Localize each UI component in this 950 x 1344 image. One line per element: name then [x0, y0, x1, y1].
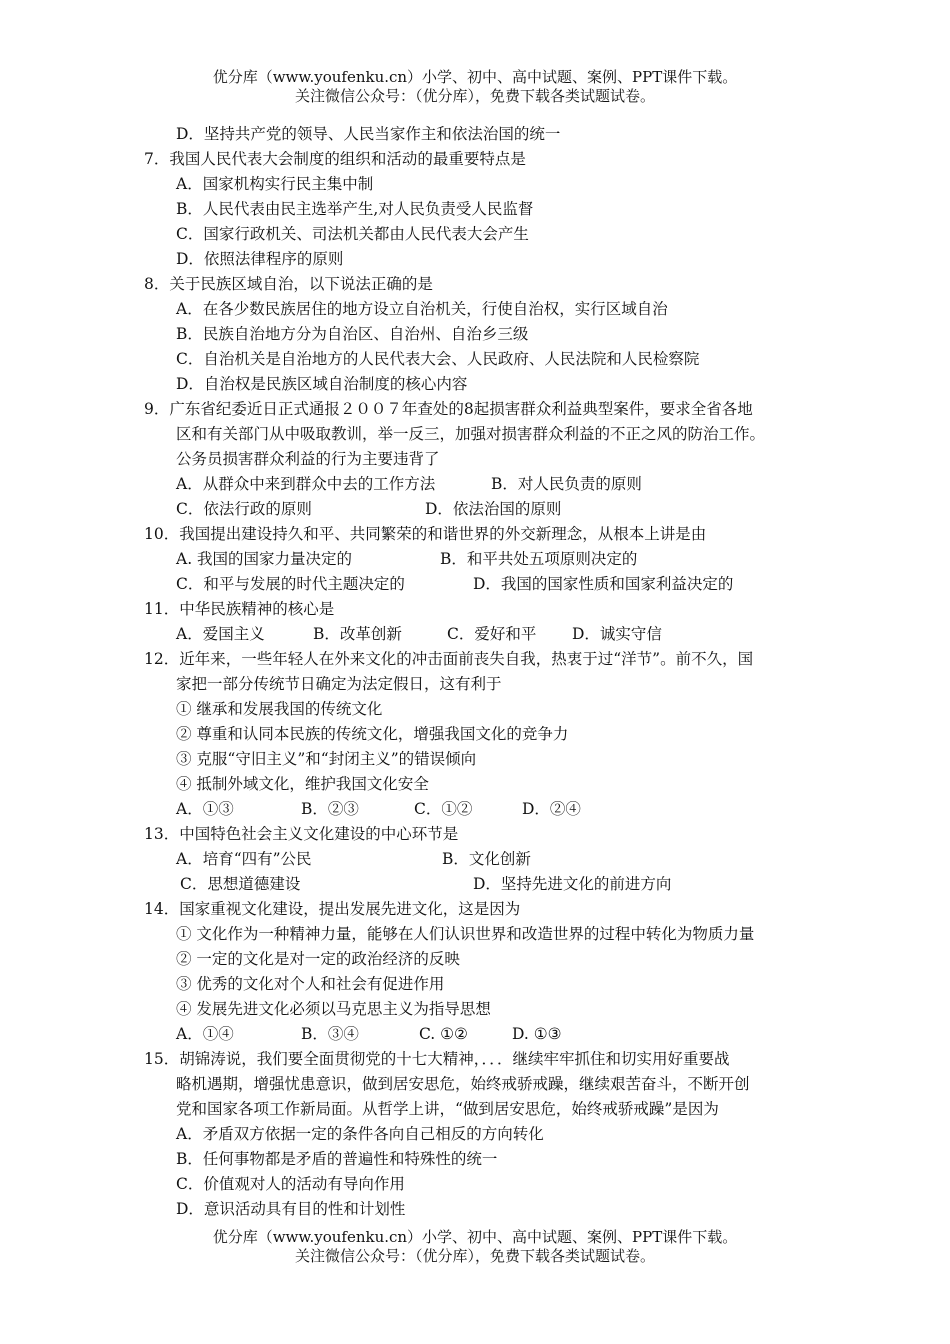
q8-stem: 8．关于民族区域自治，以下说法正确的是 [144, 275, 433, 293]
q12-option-d: D．②④ [522, 800, 581, 818]
q11-option-c: C．爱好和平 [447, 625, 537, 643]
header-line-1: 优分库（www.youfenku.cn）小学、初中、高中试题、案例、PPT课件下载。 [212, 68, 738, 86]
q10-option-c: C．和平与发展的时代主题决定的 [176, 575, 405, 593]
q13-stem: 13．中国特色社会主义文化建设的中心环节是 [144, 825, 459, 843]
q10-option-a: A. 我国的国家力量决定的 [176, 550, 353, 568]
q14-statement-3: ③ 优秀的文化对个人和社会有促进作用 [176, 975, 445, 993]
q13-option-d: D．坚持先进文化的前进方向 [473, 875, 672, 893]
q15-stem-line-2: 略机遇期，增强忧患意识，做到居安思危，始终戒骄戒躁，继续艰苦奋斗，不断开创 [176, 1075, 750, 1093]
q7-option-d: D．依照法律程序的原则 [176, 250, 344, 268]
q14-option-a: A．①④ [176, 1025, 234, 1043]
footer-line-1: 优分库（www.youfenku.cn）小学、初中、高中试题、案例、PPT课件下载。 [212, 1228, 738, 1246]
page-header [0, 68, 950, 106]
q8-option-c: C．自治机关是自治地方的人民代表大会、人民政府、人民法院和人民检察院 [176, 350, 700, 368]
q15-option-d: D．意识活动具有目的性和计划性 [176, 1200, 406, 1218]
q15-option-b: B．任何事物都是矛盾的普遍性和特殊性的统一 [176, 1150, 498, 1168]
q7-option-a: A．国家机构实行民主集中制 [176, 175, 374, 193]
q8-option-d: D．自治权是民族区域自治制度的核心内容 [176, 375, 468, 393]
q12-option-a: A．①③ [176, 800, 234, 818]
q9-option-c: C．依法行政的原则 [176, 500, 312, 518]
q10-option-d: D．我国的国家性质和国家利益决定的 [473, 575, 734, 593]
q12-statement-4: ④ 抵制外域文化，维护我国文化安全 [176, 775, 429, 793]
q7-option-b: B．人民代表由民主选举产生,对人民负责受人民监督 [176, 200, 534, 218]
q12-statement-2: ② 尊重和认同本民族的传统文化，增强我国文化的竞争力 [176, 725, 569, 743]
q14-option-d: D. ①③ [512, 1025, 562, 1043]
q10-option-b: B．和平共处五项原则决定的 [440, 550, 638, 568]
q15-stem-line-3: 党和国家各项工作新局面。从哲学上讲，“做到居安思危，始终戒骄戒躁”是因为 [176, 1100, 719, 1118]
footer-line-2: 关注微信公众号：（优分库），免费下载各类试题试卷。 [294, 1247, 655, 1265]
q13-option-c: C．思想道德建设 [180, 875, 301, 893]
header-line-2: 关注微信公众号：（优分库），免费下载各类试题试卷。 [294, 87, 655, 105]
q11-option-d: D．诚实守信 [572, 625, 662, 643]
q8-option-b: B．民族自治地方分为自治区、自治州、自治乡三级 [176, 325, 529, 343]
q12-stem-line-2: 家把一部分传统节日确定为法定假日，这有利于 [176, 675, 502, 693]
q7-option-c: C．国家行政机关、司法机关都由人民代表大会产生 [176, 225, 529, 243]
q15-stem-line-1: 15．胡锦涛说，我们要全面贯彻党的十七大精神，．．．继续牢牢抓住和切实用好重要战 [144, 1050, 730, 1068]
q13-option-b: B．文化创新 [442, 850, 531, 868]
q11-option-a: A．爱国主义 [176, 625, 265, 643]
q6-option-d: D．坚持共产党的领导、人民当家作主和依法治国的统一 [176, 125, 561, 143]
q15-option-a: A．矛盾双方依据一定的条件各向自己相反的方向转化 [176, 1125, 544, 1143]
q14-stem: 14．国家重视文化建设，提出发展先进文化，这是因为 [144, 900, 521, 918]
q12-option-c: C．①② [414, 800, 473, 818]
q8-option-a: A．在各少数民族居住的地方设立自治机关，行使自治权，实行区域自治 [176, 300, 668, 318]
q14-option-c: C. ①② [419, 1025, 468, 1043]
q14-option-b: B．③④ [301, 1025, 359, 1043]
q12-option-b: B．②③ [301, 800, 359, 818]
q11-stem: 11．中华民族精神的核心是 [144, 600, 335, 618]
q12-statement-3: ③ 克服“守旧主义”和“封闭主义”的错误倾向 [176, 750, 477, 768]
q11-option-b: B．改革创新 [313, 625, 402, 643]
q14-statement-4: ④ 发展先进文化必须以马克思主义为指导思想 [176, 1000, 491, 1018]
q9-stem-line-3: 公务员损害群众利益的行为主要违背了 [176, 450, 440, 468]
q14-statement-2: ② 一定的文化是对一定的政治经济的反映 [176, 950, 460, 968]
q10-stem: 10．我国提出建设持久和平、共同繁荣的和谐世界的外交新理念，从根本上讲是由 [144, 525, 707, 543]
q7-stem: 7．我国人民代表大会制度的组织和活动的最重要特点是 [144, 150, 526, 168]
page-footer [0, 1228, 950, 1266]
q9-option-d: D．依法治国的原则 [425, 500, 562, 518]
q15-option-c: C．价值观对人的活动有导向作用 [176, 1175, 405, 1193]
q9-option-a: A．从群众中来到群众中去的工作方法 [176, 475, 436, 493]
q14-statement-1: ① 文化作为一种精神力量，能够在人们认识世界和改造世界的过程中转化为物质力量 [176, 925, 755, 943]
q12-statement-1: ① 继承和发展我国的传统文化 [176, 700, 383, 718]
q12-stem-line-1: 12．近年来，一些年轻人在外来文化的冲击面前丧失自我，热衷于过“洋节”。前不久，国 [144, 650, 754, 668]
q9-stem-line-2: 区和有关部门从中吸取教训，举一反三，加强对损害群众利益的不正之风的防治工作。 [176, 425, 766, 443]
q9-stem-line-1: 9．广东省纪委近日正式通报２００７年查处的8起损害群众利益典型案件，要求全省各地 [144, 400, 753, 418]
q9-option-b: B．对人民负责的原则 [491, 475, 642, 493]
q13-option-a: A．培育“四有”公民 [176, 850, 312, 868]
